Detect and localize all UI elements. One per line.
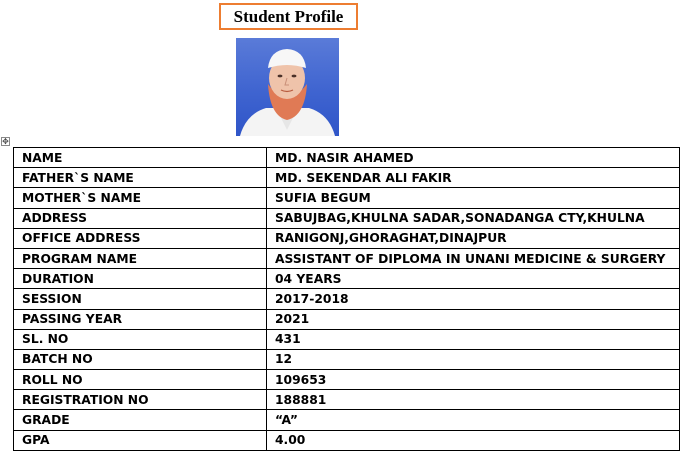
field-value: 4.00 bbox=[267, 430, 680, 450]
field-value: MD. NASIR AHAMED bbox=[267, 148, 680, 168]
table-row bbox=[14, 148, 680, 168]
student-photo bbox=[236, 38, 339, 136]
field-value: “A” bbox=[267, 410, 680, 430]
field-label: SESSION bbox=[14, 289, 267, 309]
field-label: DURATION bbox=[14, 269, 267, 289]
field-label: BATCH NO bbox=[14, 349, 267, 369]
field-value: 12 bbox=[267, 349, 680, 369]
field-label: NAME bbox=[14, 148, 267, 168]
table-row bbox=[14, 430, 680, 450]
field-label: MOTHER`S NAME bbox=[14, 188, 267, 208]
field-label: REGISTRATION NO bbox=[14, 390, 267, 410]
table-row bbox=[14, 309, 680, 329]
field-value: RANIGONJ,GHORAGHAT,DINAJPUR bbox=[267, 228, 680, 248]
field-value: SABUJBAG,KHULNA SADAR,SONADANGA CTY,KHULNA bbox=[267, 208, 680, 228]
field-value: 188881 bbox=[267, 390, 680, 410]
field-label: PASSING YEAR bbox=[14, 309, 267, 329]
field-label: PROGRAM NAME bbox=[14, 248, 267, 268]
field-label: ROLL NO bbox=[14, 370, 267, 390]
field-value: SUFIA BEGUM bbox=[267, 188, 680, 208]
field-label: GRADE bbox=[14, 410, 267, 430]
table-row bbox=[14, 208, 680, 228]
field-value: ASSISTANT OF DIPLOMA IN UNANI MEDICINE & SURGERY bbox=[267, 248, 680, 268]
page-title: Student Profile bbox=[219, 3, 358, 30]
table-row bbox=[14, 248, 680, 268]
field-value: MD. SEKENDAR ALI FAKIR bbox=[267, 168, 680, 188]
field-label: OFFICE ADDRESS bbox=[14, 228, 267, 248]
table-row bbox=[14, 390, 680, 410]
field-value: 431 bbox=[267, 329, 680, 349]
field-value: 2021 bbox=[267, 309, 680, 329]
field-value: 109653 bbox=[267, 370, 680, 390]
field-label: ADDRESS bbox=[14, 208, 267, 228]
table-row bbox=[14, 349, 680, 369]
table-row bbox=[14, 289, 680, 309]
table-row bbox=[14, 269, 680, 289]
field-value: 2017-2018 bbox=[267, 289, 680, 309]
table-row bbox=[14, 228, 680, 248]
table-row bbox=[14, 370, 680, 390]
field-label: GPA bbox=[14, 430, 267, 450]
table-move-handle-icon[interactable]: ✥ bbox=[2, 136, 9, 146]
profile-table bbox=[13, 147, 680, 451]
field-value: 04 YEARS bbox=[267, 269, 680, 289]
table-row bbox=[14, 168, 680, 188]
field-label: FATHER`S NAME bbox=[14, 168, 267, 188]
table-row bbox=[14, 188, 680, 208]
table-row bbox=[14, 410, 680, 430]
field-label: SL. NO bbox=[14, 329, 267, 349]
table-row bbox=[14, 329, 680, 349]
